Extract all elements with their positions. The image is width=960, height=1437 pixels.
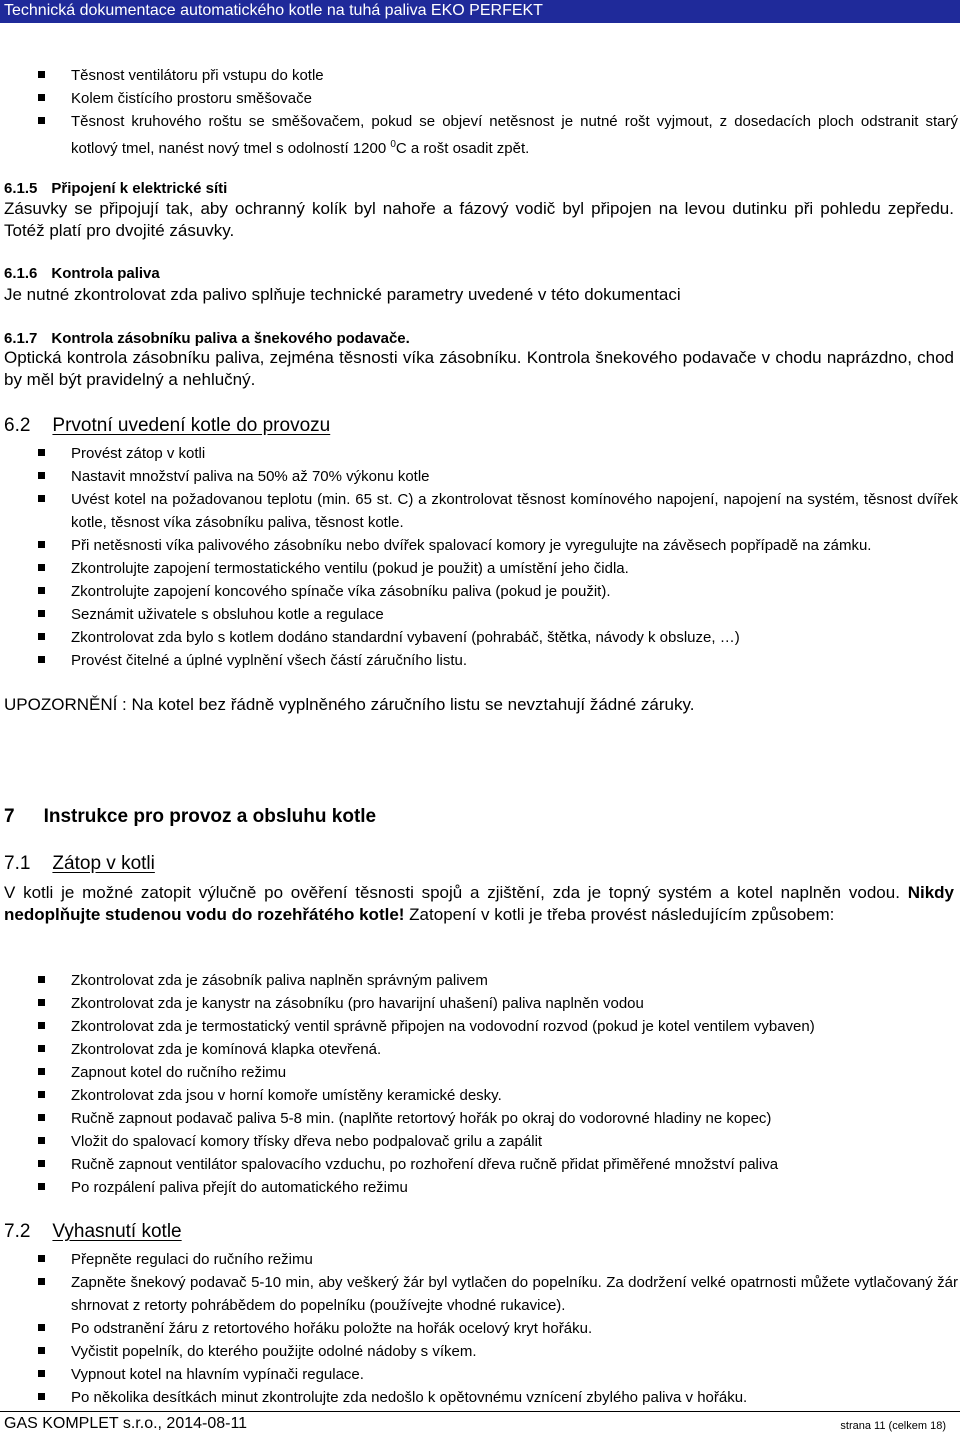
top-checklist bbox=[38, 64, 958, 160]
section-6-1-6-heading bbox=[4, 262, 160, 285]
section-6-2-list bbox=[38, 442, 958, 672]
list-item: Po odstranění žáru z retortového hořáku položte na hořák ocelový kryt hořáku. bbox=[38, 1317, 958, 1340]
section-title: Zátop v kotli bbox=[52, 853, 155, 874]
footer-page-number: strana 11 (celkem 18) bbox=[840, 1420, 946, 1432]
list-item: Zkontrolovat zda je termostatický ventil správně připojen na vodovodní rozvod (pokud je kotel ventilem vybaven) bbox=[38, 1015, 958, 1038]
chapter-7-heading bbox=[4, 805, 376, 829]
list-item: Vypnout kotel na hlavním vypínači regulace. bbox=[38, 1363, 958, 1386]
section-7-1-heading bbox=[4, 852, 155, 876]
section-number: 6.1.5 bbox=[4, 180, 38, 197]
list-item: Vyčistit popelník, do kterého použijte odolné nádoby s víkem. bbox=[38, 1340, 958, 1363]
list-item: Nastavit množství paliva na 50% až 70% výkonu kotle bbox=[38, 465, 958, 488]
section-6-1-5-heading bbox=[4, 177, 227, 200]
list-item: Provést čitelné a úplné vyplnění všech částí záručního listu. bbox=[38, 649, 958, 672]
section-7-2-list bbox=[38, 1248, 958, 1409]
section-number: 7.1 bbox=[4, 853, 31, 874]
list-item: Zkontrolovat zda je kanystr na zásobníku (pro havarijní uhašení) paliva naplněn vodou bbox=[38, 992, 958, 1015]
section-7-2-heading bbox=[4, 1220, 182, 1244]
header-title: Technická dokumentace automatického kotle na tuhá paliva EKO PERFEKT bbox=[4, 2, 543, 19]
section-6-1-7-text: Optická kontrola zásobníku paliva, zejména těsnosti víka zásobníku. Kontrola šnekového podavače v chodu naprázdno, chod by měl být pravidelný a nehlučný. bbox=[4, 348, 954, 389]
list-item: Po rozpálení paliva přejít do automatického režimu bbox=[38, 1176, 958, 1199]
section-7-1-text: V kotli je možné zatopit výlučně po ověření těsnosti spojů a zjištění, zda je topný systém a kotel naplněn vodou. Nikdy nedoplňujte studenou vodu do rozehřátého kotle! Zatopení v kotli je třeba provést následujícím způsobem: bbox=[4, 883, 954, 924]
list-item: Zkontrolujte zapojení termostatického ventilu (pokud je použit) a umístění jeho čidla. bbox=[38, 557, 958, 580]
list-item: Zkontrolujte zapojení koncového spínače víka zásobníku paliva (pokud je použit). bbox=[38, 580, 958, 603]
section-7-1-list bbox=[38, 969, 958, 1199]
section-number: 6.1.6 bbox=[4, 265, 38, 282]
list-item: Zkontrolovat zda je komínová klapka otevřená. bbox=[38, 1038, 958, 1061]
page-footer bbox=[0, 1411, 960, 1437]
warning-text: UPOZORNĚNÍ : Na kotel bez řádně vyplněného záručního listu se nevztahují žádné záruky. bbox=[4, 695, 695, 714]
footer-company-date: GAS KOMPLET s.r.o., 2014-08-11 bbox=[4, 1415, 248, 1432]
list-item: Zkontrolovat zda bylo s kotlem dodáno standardní vybavení (pohrabáč, štětka, návody k obsluze, …) bbox=[38, 626, 958, 649]
list-item: Zkontrolovat zda je zásobník paliva naplněn správným palivem bbox=[38, 969, 958, 992]
list-item: Kolem čistícího prostoru směšovače bbox=[38, 87, 958, 110]
list-item: Při netěsnosti víka palivového zásobníku nebo dvířek spalovací komory je vyregulujte na závěsech popřípadě na zámku. bbox=[38, 534, 958, 557]
section-number: 7 bbox=[4, 806, 15, 827]
section-6-1-5-text: Zásuvky se připojují tak, aby ochranný kolík byl nahoře a fázový vodič byl připojen na levou dutinku při pohledu zepředu. Totéž platí pro dvojité zásuvky. bbox=[4, 199, 954, 240]
section-title: Kontrola zásobníku paliva a šnekového podavače. bbox=[51, 330, 410, 347]
list-item: Zkontrolovat zda jsou v horní komoře umístěny keramické desky. bbox=[38, 1084, 958, 1107]
list-item: Těsnost kruhového roštu se směšovačem, pokud se objeví netěsnost je nutné rošt vyjmout, z dosedacích ploch odstranit starý kotlový tmel, nanést nový tmel s odolností 1200 $^0$C a rošt osadit zpět. bbox=[38, 110, 958, 160]
section-title: Prvotní uvedení kotle do provozu bbox=[52, 415, 331, 436]
section-number: 7.2 bbox=[4, 1221, 31, 1242]
section-title: Instrukce pro provoz a obsluhu kotle bbox=[43, 806, 377, 827]
list-item: Provést zátop v kotli bbox=[38, 442, 958, 465]
section-title: Připojení k elektrické síti bbox=[51, 180, 228, 197]
section-title: Kontrola paliva bbox=[51, 265, 160, 282]
list-item: Po několika desítkách minut zkontrolujte zda nedošlo k opětovnému vznícení zbylého paliva v hořáku. bbox=[38, 1386, 958, 1409]
list-item: Vložit do spalovací komory třísky dřeva nebo podpalovač grilu a zapálit bbox=[38, 1130, 958, 1153]
list-item: Přepněte regulaci do ručního režimu bbox=[38, 1248, 958, 1271]
section-number: 6.1.7 bbox=[4, 330, 38, 347]
list-item: Ručně zapnout ventilátor spalovacího vzduchu, po rozhoření dřeva ručně přidat přiměřené množství paliva bbox=[38, 1153, 958, 1176]
section-6-1-6-text: Je nutné zkontrolovat zda palivo splňuje technické parametry uvedené v této dokumentaci bbox=[4, 285, 681, 304]
list-item: Seznámit uživatele s obsluhou kotle a regulace bbox=[38, 603, 958, 626]
list-item: Zapněte šnekový podavač 5-10 min, aby veškerý žár byl vytlačen do popelníku. Za dodržení velké opatrnosti můžete vytlačovaný žár shrnovat z retorty pohrábědem do popelníku (používejte vhodné rukavice). bbox=[38, 1271, 958, 1317]
section-number: 6.2 bbox=[4, 415, 31, 436]
list-item: Zapnout kotel do ručního režimu bbox=[38, 1061, 958, 1084]
list-item: Uvést kotel na požadovanou teplotu (min. 65 st. C) a zkontrolovat těsnost komínového napojení, napojení na systém, těsnost dvířek kotle, těsnost víka zásobníku paliva, těsnost kotle. bbox=[38, 488, 958, 534]
page-header bbox=[0, 0, 960, 23]
list-item: Těsnost ventilátoru při vstupu do kotle bbox=[38, 64, 958, 87]
section-title: Vyhasnutí kotle bbox=[52, 1221, 182, 1242]
section-6-2-heading bbox=[4, 414, 330, 438]
list-item: Ručně zapnout podavač paliva 5-8 min. (naplňte retortový hořák po okraj do vodorovné hladiny ne kopec) bbox=[38, 1107, 958, 1130]
